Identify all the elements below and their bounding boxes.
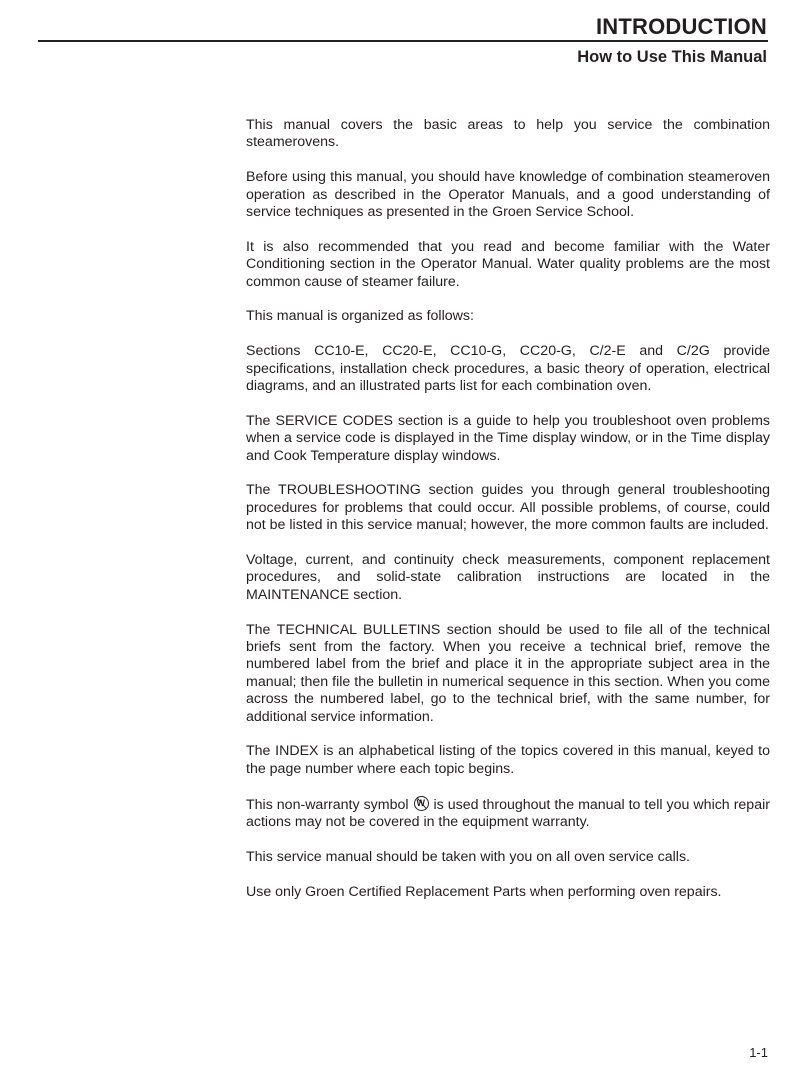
paragraph-maintenance: Voltage, current, and continuity check measurements, component replacement procedures, and solid-state calibration instructions are located in the MAINTENANCE section. bbox=[246, 552, 770, 603]
paragraph-service-codes: The SERVICE CODES section is a guide to help you troubleshoot oven problems when a service code is displayed in the Time display window, or in the Time display and Cook Temperature display windows. bbox=[246, 412, 770, 464]
page-subtitle: How to Use This Manual bbox=[577, 48, 767, 66]
body-text bbox=[246, 117, 770, 918]
non-warranty-icon bbox=[414, 796, 429, 811]
paragraph-non-warranty bbox=[246, 796, 770, 832]
paragraph-replacement-parts: Use only Groen Certified Replacement Parts when performing oven repairs. bbox=[246, 883, 722, 900]
header-rule bbox=[38, 40, 768, 42]
paragraph-prerequisites: Before using this manual, you should have knowledge of combination steameroven operation as described in the Operator Manuals, and a good understanding of service techniques as presented in the Groen Service School. bbox=[246, 169, 770, 221]
paragraph-water-conditioning: It is also recommended that you read and become familiar with the Water Conditioning section in the Operator Manual. Water quality problems are the most common cause of steamer failure. bbox=[246, 238, 770, 290]
paragraph-troubleshooting: The TROUBLESHOOTING section guides you through general troubleshooting procedures for problems that could occur. All possible problems, of course, could not be listed in this service manual; however, the more common faults are included. bbox=[246, 482, 770, 534]
paragraph-sections: Sections CC10-E, CC20-E, CC10-G, CC20-G, C/2-E and C/2G provide specifications, installation check procedures, a basic theory of operation, electrical diagrams, and an illustrated parts list for each combination oven. bbox=[246, 343, 770, 395]
paragraph-organization: This manual is organized as follows: bbox=[246, 308, 474, 325]
paragraph-index: The INDEX is an alphabetical listing of the topics covered in this manual, keyed to the page number where each topic begins. bbox=[246, 743, 770, 777]
page-number: 1-1 bbox=[749, 1045, 768, 1060]
non-warranty-text-before: This non-warranty symbol bbox=[246, 796, 409, 813]
paragraph-intro: This manual covers the basic areas to help you service the combination steamerovens. bbox=[246, 117, 770, 151]
paragraph-technical-bulletins: The TECHNICAL BULLETINS section should be used to file all of the technical briefs sent from the factory. When you receive a technical brief, remove the numbered label from the brief and place it in the appropriate subject area in the manual; then file the bulletin in numerical sequence in this section. When you come across the numbered label, go to the technical brief, with the same number, for additional service information. bbox=[246, 621, 770, 725]
non-warranty-text-after: is used throughout the manual to tell you which repair actions may not be covered in the equipment warranty. bbox=[246, 796, 770, 831]
section-title: INTRODUCTION bbox=[595, 14, 767, 39]
paragraph-service-calls: This service manual should be taken with you on all oven service calls. bbox=[246, 848, 690, 865]
